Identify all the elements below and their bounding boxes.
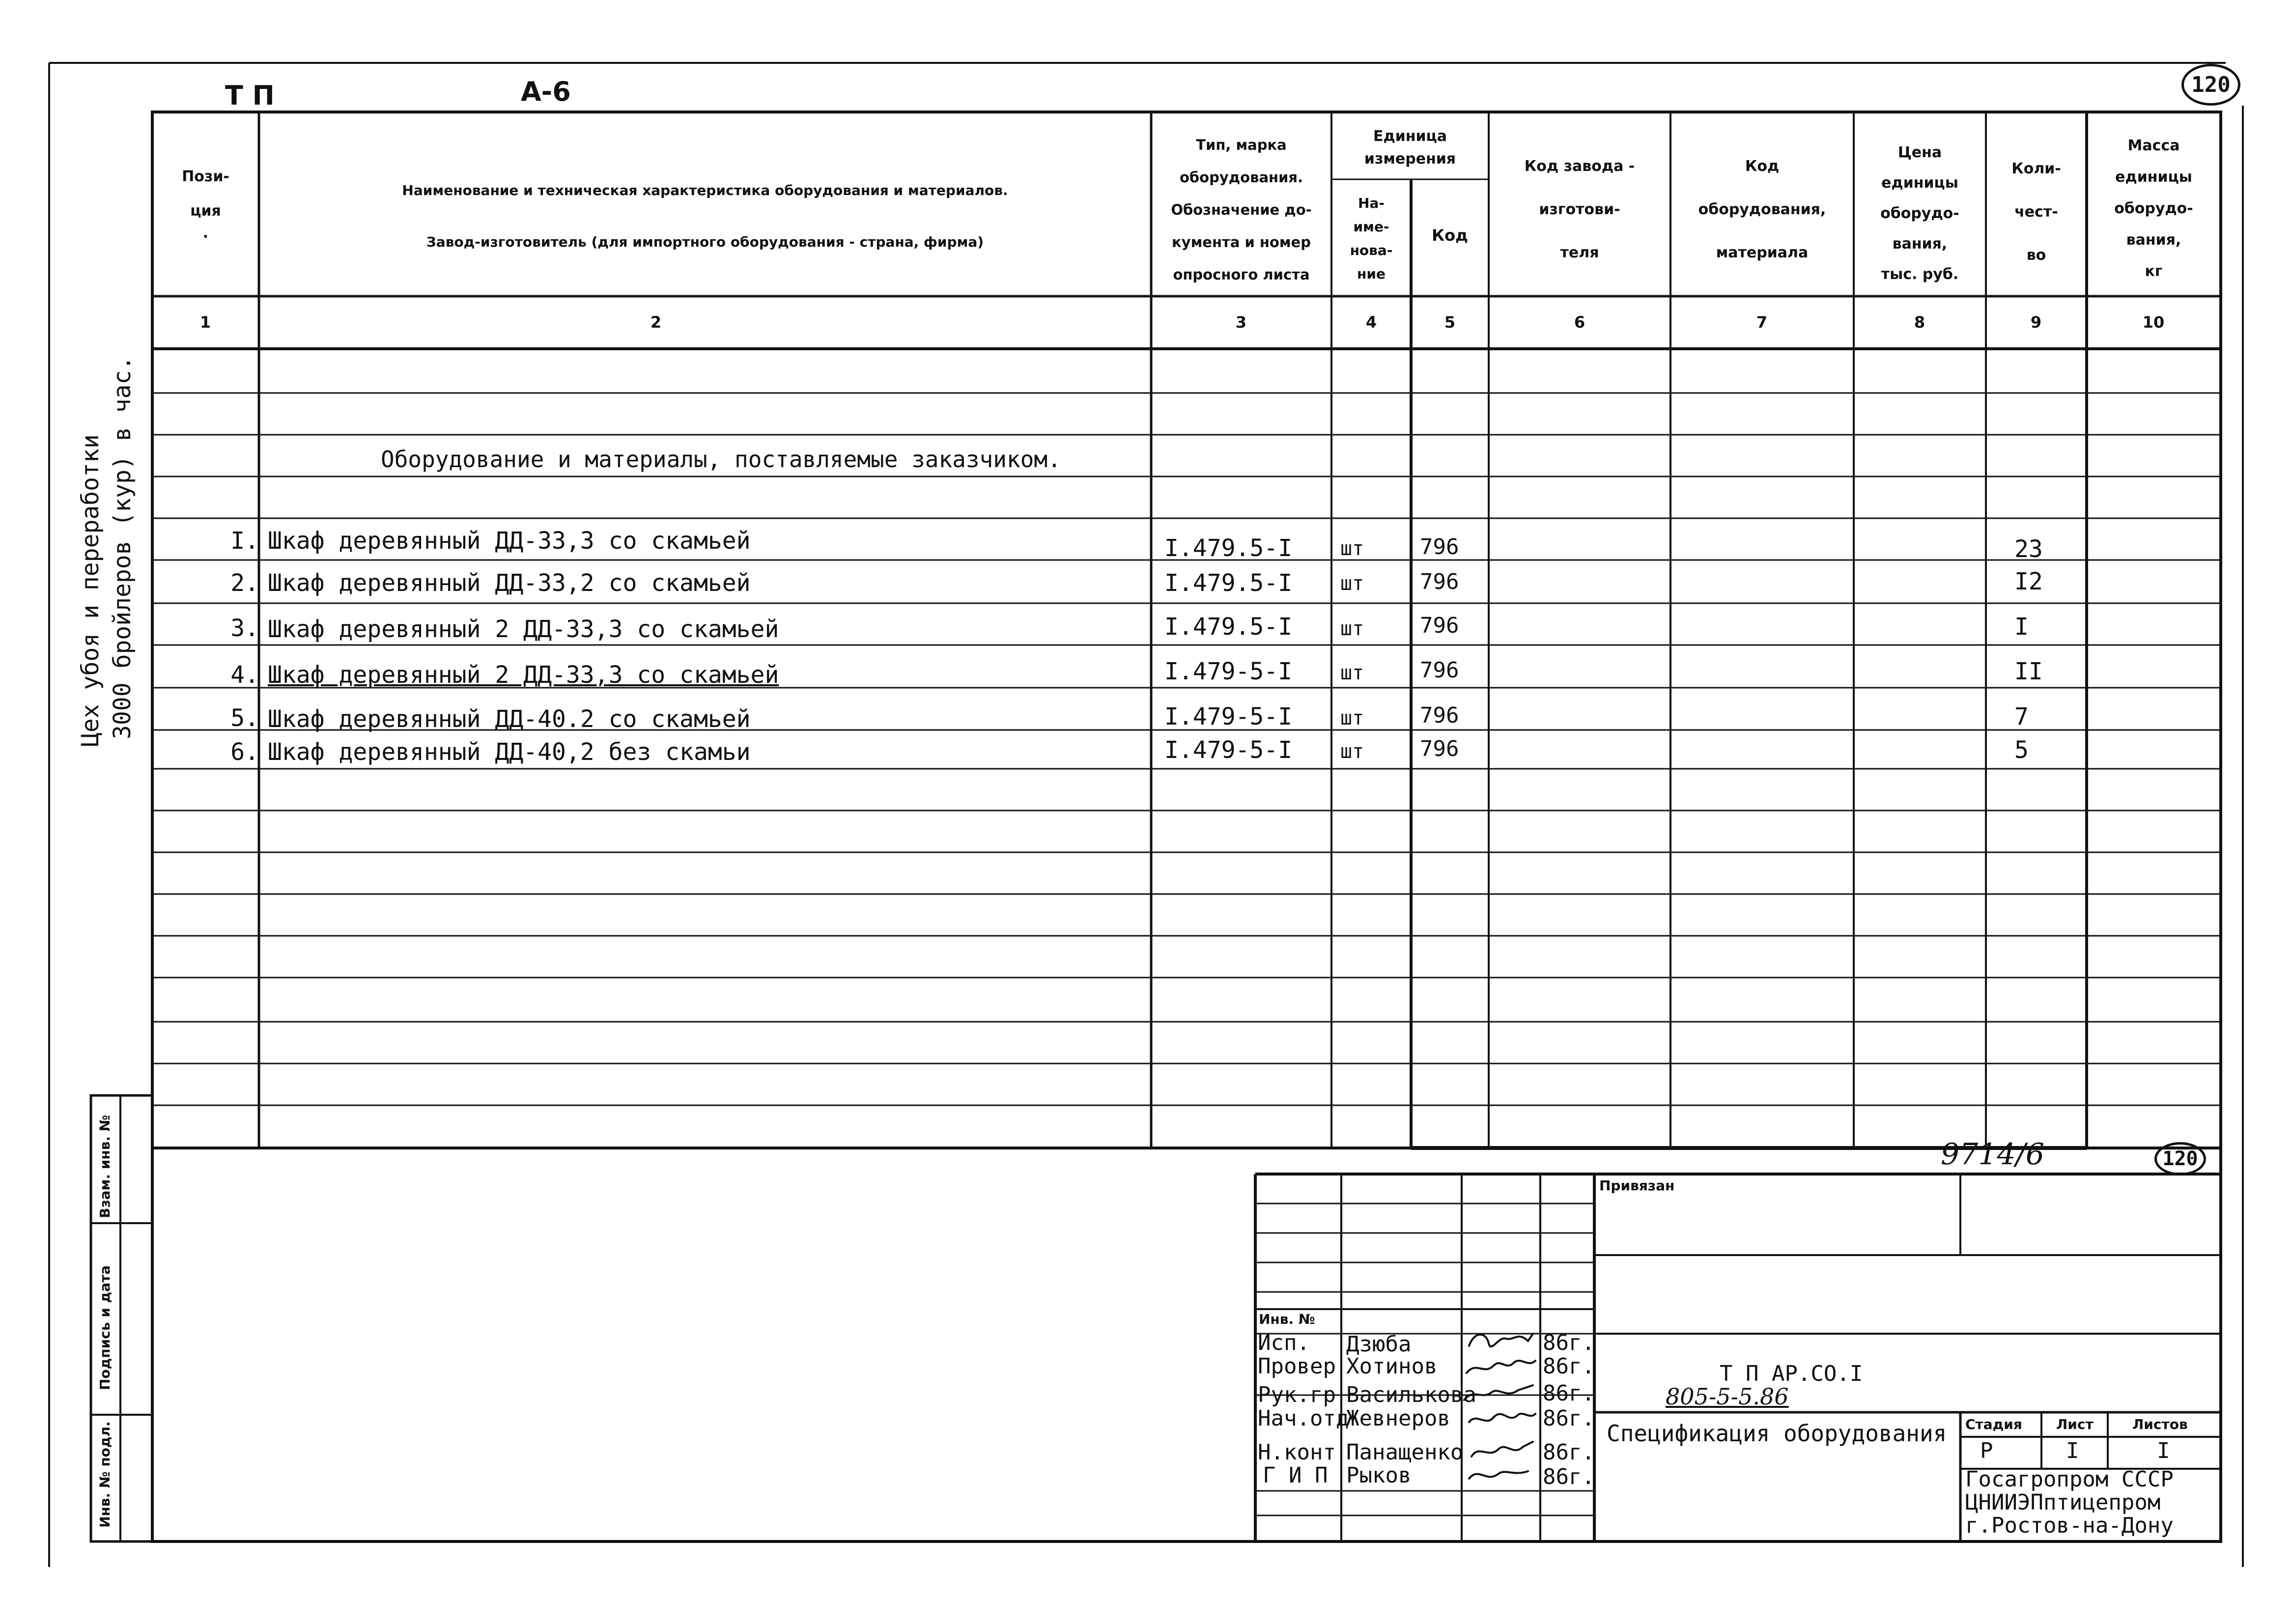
row-qty: I [2014, 613, 2029, 641]
page-number-circle-bottom [2154, 1142, 2206, 1176]
header-col-name: Наименование и техническая характеристика оборудования и материалов. Завод-изготовитель (для импортного оборудования - страна, фирма) [402, 182, 1008, 250]
col-number: 9 [2030, 313, 2042, 332]
col-number: 5 [1444, 313, 1456, 332]
row-qty: II [2014, 658, 2043, 685]
row-unit-code: 796 [1420, 613, 1459, 638]
staff-name: Хотинов [1346, 1354, 1438, 1379]
tp-label: Т П [225, 80, 275, 111]
col-number: 7 [1756, 313, 1768, 332]
sheet-code: А-6 [521, 76, 571, 107]
staff-role: Рук.гр [1258, 1382, 1336, 1407]
row-doc: I.479.5-I [1164, 569, 1293, 597]
row-position: 2. [230, 569, 259, 597]
privyazan-label: Привязан [1599, 1177, 1675, 1194]
row-qty: 23 [2014, 535, 2043, 563]
sheets-value: I [2157, 1438, 2170, 1463]
row-doc: I.479-5-I [1164, 736, 1293, 764]
inventory-number: 9714/6 [1941, 1137, 2045, 1172]
row-name: Шкаф деревянный ДД-33,2 со скамьей [268, 569, 751, 597]
project-title-line2: 3000 бройлеров (кур) в час. [109, 356, 136, 739]
header-col-maker-code: Код завода - изготови- теля [1524, 158, 1635, 261]
staff-name: Дзюба [1346, 1332, 1412, 1357]
replaced-inventory-label: Взам. инв. № [97, 1115, 113, 1218]
row-position: 4. [230, 661, 259, 689]
stage-label: Стадия [1965, 1416, 2022, 1432]
original-inventory-label: Инв. № подл. [97, 1421, 113, 1528]
page-number-bottom: 120 [2162, 1148, 2198, 1170]
staff-date: 86г. [1543, 1381, 1595, 1406]
page-number: 120 [2191, 72, 2231, 97]
header-col-equipment-code: Код оборудования, материала [1698, 158, 1826, 261]
staff-name: Василькова [1346, 1382, 1476, 1407]
row-position: 6. [230, 738, 259, 766]
staff-name: Рыков [1346, 1463, 1412, 1488]
inventory-no-label: Инв. № [1259, 1311, 1315, 1327]
row-name: Шкаф деревянный 2 ДД-33,3 со скамьей [268, 661, 779, 689]
row-name: Шкаф деревянный ДД-40,2 без скамьи [268, 738, 751, 766]
project-title-line1: Цех убоя и переработки [77, 434, 104, 747]
staff-date: 86г. [1543, 1354, 1595, 1379]
document-title: Спецификация оборудования [1607, 1420, 1947, 1447]
section-title: Оборудование и материалы, поставляемые заказчиком. [381, 446, 1061, 473]
row-unit: шт [1340, 617, 1364, 640]
row-doc: I.479-5-I [1164, 658, 1293, 685]
row-unit-code: 796 [1420, 534, 1459, 560]
row-unit-code: 796 [1420, 569, 1459, 594]
staff-role: Нач.отд [1258, 1406, 1349, 1431]
staff-role: Н.конт [1258, 1440, 1336, 1465]
staff-date: 86г. [1543, 1440, 1595, 1465]
sheet-label: Лист [2056, 1416, 2094, 1432]
staff-date: 86г. [1543, 1464, 1595, 1489]
organization-line1: Госагропром СССР [1965, 1467, 2174, 1492]
row-unit: шт [1340, 740, 1364, 763]
staff-role: Исп. [1258, 1330, 1310, 1355]
header-col-unit-code: Код [1432, 226, 1468, 245]
row-unit: шт [1340, 662, 1364, 684]
staff-name: Панащенко [1346, 1440, 1464, 1465]
row-qty: I2 [2014, 568, 2043, 595]
header-col-position: Пози- ция . [182, 168, 229, 242]
row-unit: шт [1340, 707, 1364, 729]
staff-role: Провер [1258, 1354, 1336, 1379]
staff-name: Жевнеров [1346, 1406, 1450, 1431]
col-number: 2 [650, 313, 662, 332]
signatures [1459, 1326, 1543, 1493]
row-position: 3. [230, 615, 259, 642]
organization-line2: ЦНИИЭПптицепром [1965, 1490, 2161, 1515]
row-name: Шкаф деревянный 2 ДД-33,3 со скамьей [268, 616, 779, 643]
row-name: Шкаф деревянный ДД-33,3 со скамьей [268, 527, 751, 555]
col-number: 3 [1235, 313, 1247, 332]
col-number: 4 [1365, 313, 1377, 332]
header-col-type: Тип, марка оборудования. Обозначение до- кумента и номер опросного листа [1171, 137, 1312, 283]
row-qty: 7 [2014, 703, 2029, 730]
staff-role: Г И П [1263, 1463, 1328, 1488]
header-unit-group: Единица измерения [1364, 128, 1456, 168]
staff-date: 86г. [1543, 1406, 1595, 1431]
row-unit-code: 796 [1420, 703, 1459, 728]
row-unit-code: 796 [1420, 736, 1459, 761]
row-position: 5. [230, 704, 259, 732]
col-number: 1 [199, 313, 211, 332]
sheets-label: Листов [2132, 1416, 2188, 1432]
document-code: Т П АР.СО.I [1720, 1361, 1863, 1386]
col-number: 10 [2142, 313, 2165, 332]
col-number: 8 [1914, 313, 1925, 332]
col-number: 6 [1574, 313, 1585, 332]
header-col-quantity: Коли- чест- во [2011, 160, 2061, 264]
row-doc: I.479.5-I [1164, 613, 1293, 641]
row-doc: I.479-5-I [1164, 703, 1293, 730]
staff-date: 86г. [1543, 1330, 1595, 1355]
page-number-circle [2181, 64, 2240, 106]
row-name: Шкаф деревянный ДД-40.2 со скамьей [268, 705, 751, 733]
header-col-price: Цена единицы оборудо- вания, тыс. руб. [1880, 144, 1959, 283]
header-col-mass: Масса единицы оборудо- вания, кг [2114, 137, 2193, 280]
row-qty: 5 [2014, 736, 2029, 764]
row-position: I. [230, 527, 259, 555]
row-unit: шт [1340, 572, 1364, 595]
organization-line3: г.Ростов-на-Дону [1965, 1513, 2174, 1538]
row-doc: I.479.5-I [1164, 534, 1293, 562]
signature-date-label: Подпись и дата [97, 1265, 113, 1390]
row-unit: шт [1340, 537, 1364, 560]
sheet-value: I [2066, 1438, 2079, 1463]
series-number: 805-5-5.86 [1666, 1383, 1789, 1410]
row-unit-code: 796 [1420, 658, 1459, 683]
stage-value: Р [1980, 1438, 1993, 1463]
header-col-unit-name: На- име- нова- ние [1350, 195, 1393, 282]
